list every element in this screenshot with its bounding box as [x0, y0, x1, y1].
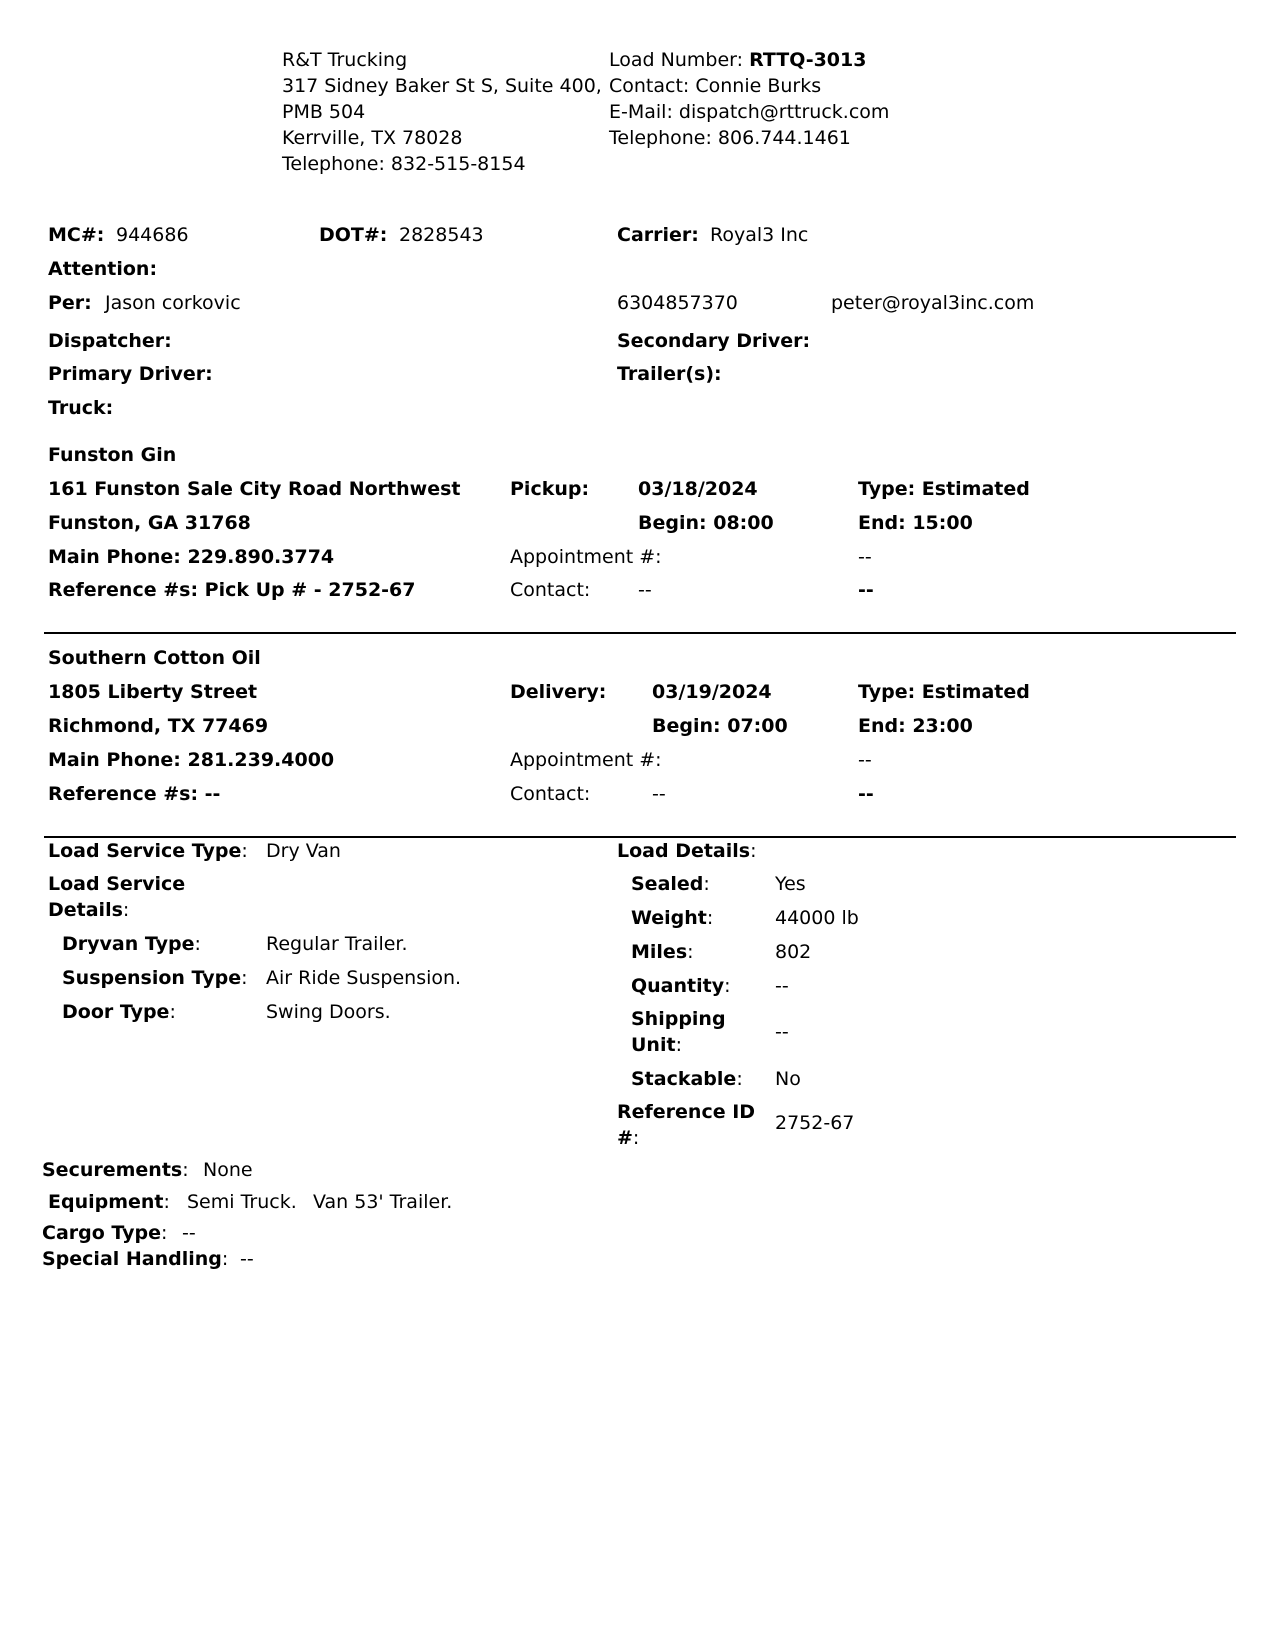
primary-driver-label: Primary Driver:	[48, 363, 213, 385]
pickup-street: 161 Funston Sale City Road Northwest	[48, 478, 461, 500]
miles-value: 802	[775, 941, 812, 963]
delivery-street: 1805 Liberty Street	[48, 681, 258, 703]
load-number-value: RTTQ-3013	[749, 49, 867, 71]
load-details-label: Load Details:	[617, 840, 757, 862]
pickup-date: 03/18/2024	[638, 478, 758, 500]
pickup-phone: Main Phone: 229.890.3774	[48, 546, 335, 568]
shipping-unit-value: --	[775, 1021, 789, 1043]
stackable-label: Stackable:	[631, 1068, 743, 1090]
dispatcher-label: Dispatcher:	[48, 330, 172, 352]
suspension-type-label: Suspension Type:	[62, 967, 248, 989]
delivery-reference: Reference #s: --	[48, 783, 221, 805]
attention-label: Attention:	[48, 258, 158, 280]
secondary-driver-label: Secondary Driver:	[617, 330, 811, 352]
delivery-appointment-label: Appointment #:	[510, 749, 662, 771]
load-email: E-Mail: dispatch@rttruck.com	[609, 101, 890, 123]
pickup-label: Pickup:	[510, 478, 590, 500]
service-type-value: Dry Van	[266, 840, 341, 862]
per-label: Per:	[48, 292, 92, 314]
load-contact: Contact: Connie Burks	[609, 75, 822, 97]
quantity-value: --	[775, 975, 789, 997]
carrier-email: peter@royal3inc.com	[831, 292, 1035, 314]
securements-label: Securements:	[42, 1159, 189, 1181]
pickup-contact-value: --	[638, 579, 652, 601]
service-type-label: Load Service Type:	[48, 840, 248, 862]
pickup-name: Funston Gin	[48, 444, 177, 466]
cargo-type-value: --	[182, 1222, 196, 1244]
delivery-date: 03/19/2024	[652, 681, 772, 703]
truck-label: Truck:	[48, 397, 114, 419]
delivery-contact-extra: --	[858, 783, 874, 805]
delivery-label: Delivery:	[510, 681, 607, 703]
reference-id-label-1: Reference ID	[617, 1101, 756, 1123]
delivery-appointment-value: --	[858, 749, 872, 771]
service-details-label-2: Details:	[48, 899, 130, 921]
company-name: R&T Trucking	[282, 49, 408, 71]
suspension-type-value: Air Ride Suspension.	[266, 967, 462, 989]
equipment-value-2: Van 53' Trailer.	[313, 1191, 453, 1213]
delivery-end: End: 23:00	[858, 715, 973, 737]
dryvan-type-value: Regular Trailer.	[266, 933, 408, 955]
pickup-end: End: 15:00	[858, 512, 973, 534]
dot-value: 2828543	[399, 224, 484, 246]
equipment-label: Equipment:	[48, 1191, 170, 1213]
delivery-city: Richmond, TX 77469	[48, 715, 269, 737]
reference-id-value: 2752-67	[775, 1112, 855, 1134]
delivery-phone: Main Phone: 281.239.4000	[48, 749, 335, 771]
delivery-begin: Begin: 07:00	[652, 715, 788, 737]
reference-id-label-2: #:	[617, 1127, 640, 1149]
mc-value: 944686	[116, 224, 189, 246]
miles-label: Miles:	[631, 941, 694, 963]
pickup-contact-extra: --	[858, 579, 874, 601]
carrier-value: Royal3 Inc	[710, 224, 809, 246]
load-telephone: Telephone: 806.744.1461	[609, 127, 851, 149]
mc-label: MC#:	[48, 224, 105, 246]
company-address-line2: PMB 504	[282, 101, 366, 123]
service-details-label-1: Load Service	[48, 873, 186, 895]
delivery-type: Type: Estimated	[858, 681, 1030, 703]
load-number	[609, 47, 866, 74]
dot-label: DOT#:	[319, 224, 388, 246]
cargo-type-label: Cargo Type:	[42, 1222, 168, 1244]
pickup-reference: Reference #s: Pick Up # - 2752-67	[48, 579, 416, 601]
special-handling-label: Special Handling:	[42, 1248, 229, 1270]
quantity-label: Quantity:	[631, 975, 731, 997]
pickup-begin: Begin: 08:00	[638, 512, 774, 534]
pickup-contact-label: Contact:	[510, 579, 591, 601]
pickup-appointment-value: --	[858, 546, 872, 568]
load-number-label: Load Number:	[609, 49, 750, 71]
per-value: Jason corkovic	[105, 292, 241, 314]
section-divider	[44, 632, 1236, 634]
special-handling-value: --	[240, 1248, 254, 1270]
weight-label: Weight:	[631, 907, 714, 929]
sealed-label: Sealed:	[631, 873, 710, 895]
delivery-contact-value: --	[652, 783, 666, 805]
weight-value: 44000 lb	[775, 907, 859, 929]
door-type-value: Swing Doors.	[266, 1001, 391, 1023]
shipping-unit-label-1: Shipping	[631, 1008, 726, 1030]
pickup-type: Type: Estimated	[858, 478, 1030, 500]
dryvan-type-label: Dryvan Type:	[62, 933, 201, 955]
shipping-unit-label-2: Unit:	[631, 1034, 682, 1056]
company-address-line1: 317 Sidney Baker St S, Suite 400,	[282, 75, 602, 97]
sealed-value: Yes	[775, 873, 806, 895]
pickup-appointment-label: Appointment #:	[510, 546, 662, 568]
pickup-city: Funston, GA 31768	[48, 512, 251, 534]
company-city: Kerrville, TX 78028	[282, 127, 463, 149]
delivery-name: Southern Cotton Oil	[48, 647, 261, 669]
carrier-label: Carrier:	[617, 224, 699, 246]
door-type-label: Door Type:	[62, 1001, 176, 1023]
delivery-contact-label: Contact:	[510, 783, 591, 805]
equipment-value-1: Semi Truck.	[187, 1191, 297, 1213]
trailers-label: Trailer(s):	[617, 363, 722, 385]
securements-value: None	[203, 1159, 253, 1181]
stackable-value: No	[775, 1068, 801, 1090]
carrier-phone: 6304857370	[617, 292, 738, 314]
company-telephone: Telephone: 832-515-8154	[282, 153, 526, 175]
